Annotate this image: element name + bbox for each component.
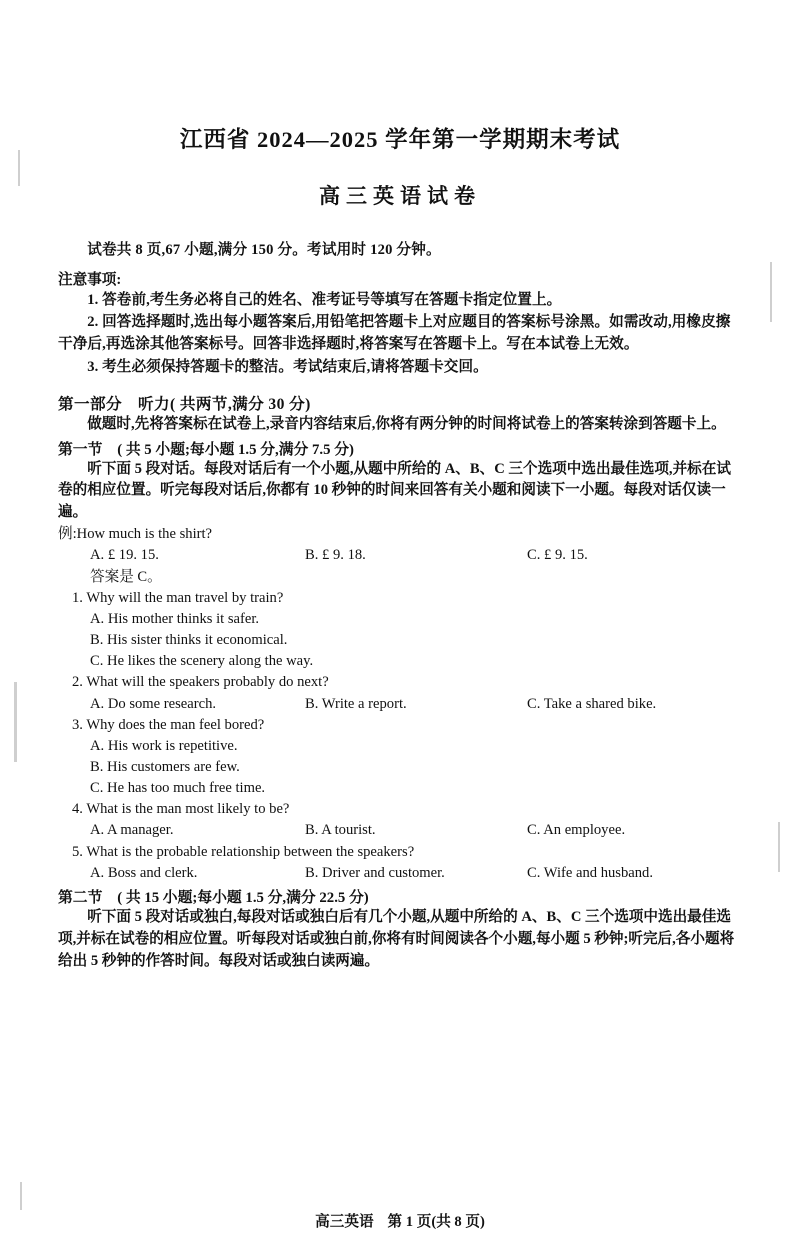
question-text: Why will the man travel by train?: [86, 589, 284, 606]
scan-artifact: [18, 150, 20, 186]
question-text: What is the man most likely to be?: [86, 801, 290, 818]
part-one-intro: 做题时,先将答案标在试卷上,录音内容结束后,你将有两分钟的时间将试卷上的答案转涂到答题卡上。: [87, 415, 726, 432]
question-stem: [58, 715, 742, 736]
option-a: A. Do some research.: [90, 695, 217, 712]
question-options: [58, 736, 742, 757]
section-two-heading: 第二节 ( 共 15 小题;每小题 1.5 分,满分 22.5 分): [58, 889, 369, 906]
option-a: A. His work is repetitive.: [90, 737, 238, 754]
exam-paper-page: [0, 122, 800, 1253]
notice-item: 1. 答卷前,考生务必将自己的姓名、准考证号等填写在答题卡指定位置上。: [87, 292, 562, 308]
question-number: 1.: [72, 589, 83, 606]
example-option-a: A. £ 19. 15.: [90, 547, 159, 564]
question-options: [58, 820, 742, 841]
question-options: [58, 630, 742, 651]
example-option-c: C. £ 9. 15.: [527, 547, 588, 564]
example-question: 例:How much is the shirt?: [58, 526, 213, 543]
question-options: [58, 609, 742, 630]
question-text: What will the speakers probably do next?: [86, 674, 329, 691]
question-text: What is the probable relationship between the speakers?: [86, 843, 415, 860]
option-a: A. Boss and clerk.: [90, 864, 198, 881]
question-stem: [58, 799, 742, 820]
option-a: A. A manager.: [90, 822, 174, 839]
option-b: B. A tourist.: [305, 822, 376, 839]
option-c: C. Wife and husband.: [527, 864, 654, 881]
question-number: 3.: [72, 716, 83, 733]
scan-artifact: [14, 682, 17, 762]
footer-page-number: 第 1 页(共 8 页): [387, 1214, 485, 1230]
page-footer: [0, 1210, 800, 1231]
example-options: [58, 545, 742, 566]
question-options: [58, 694, 742, 715]
notice-item: 2. 回答选择题时,选出每小题答案后,用铅笔把答题卡上对应题目的答案标号涂黑。如需改动,用橡皮擦干净后,再选涂其他答案标号。回答非选择题时,将答案写在答题卡上。写在本试卷上无效。: [58, 314, 731, 353]
question-number: 4.: [72, 801, 83, 818]
footer-subject: 高三英语: [315, 1214, 374, 1230]
exam-info: 试卷共 8 页,67 小题,满分 150 分。考试用时 120 分钟。: [87, 242, 441, 258]
option-c: C. Take a shared bike.: [527, 695, 657, 712]
option-b: B. His customers are few.: [90, 758, 240, 775]
notice-item: 3. 考生必须保持答题卡的整洁。考试结束后,请将答题卡交回。: [87, 358, 488, 375]
section-two-intro: 听下面 5 段对话或独白,每段对话或独白后有几个小题,从题中所给的 A、B、C 三个选项中选出最佳选项,并标在试卷的相应位置。听每段对话或独白前,你将有时间阅读各个小题,每小题 5 秒钟;听完后,各小题将给出 5 秒钟的作答时间。每段对话或独白读两遍。: [58, 908, 735, 969]
question-number: 2.: [72, 674, 83, 691]
question-text: Why does the man feel bored?: [86, 716, 265, 733]
page-title: 江西省 2024—2025 学年第一学期期末考试: [179, 127, 621, 152]
part-one-heading: 第一部分 听力( 共两节,满分 30 分): [58, 395, 311, 413]
option-c: C. An employee.: [527, 822, 626, 839]
option-c: C. He has too much free time.: [90, 780, 266, 797]
question-stem: [58, 588, 742, 609]
option-c: C. He likes the scenery along the way.: [90, 653, 314, 670]
scan-artifact: [778, 822, 780, 872]
example-option-b: B. £ 9. 18.: [305, 547, 366, 564]
option-b: B. Driver and customer.: [305, 864, 445, 881]
section-one-intro: 听下面 5 段对话。每段对话后有一个小题,从题中所给的 A、B、C 三个选项中选出最佳选项,并标在试卷的相应位置。听完每段对话后,你都有 10 秒钟的时间来回答有关小题和阅读下一小题。每段对话仅读一遍。: [58, 460, 731, 521]
scan-artifact: [20, 1182, 22, 1210]
question-stem: [58, 842, 742, 863]
option-a: A. His mother thinks it safer.: [90, 610, 260, 627]
example-answer: 答案是 C。: [90, 568, 162, 585]
option-b: B. His sister thinks it economical.: [90, 632, 288, 649]
question-number: 5.: [72, 843, 83, 860]
question-options: [58, 863, 742, 884]
paper-subtitle: 高三英语试卷: [319, 184, 481, 208]
question-options: [58, 757, 742, 778]
option-b: B. Write a report.: [305, 695, 407, 712]
question-stem: [58, 672, 742, 693]
question-options: [58, 651, 742, 672]
section-one-heading: 第一节 ( 共 5 小题;每小题 1.5 分,满分 7.5 分): [58, 441, 354, 458]
scan-artifact: [770, 262, 772, 322]
notice-title: 注意事项:: [58, 272, 122, 288]
question-options: [58, 778, 742, 799]
